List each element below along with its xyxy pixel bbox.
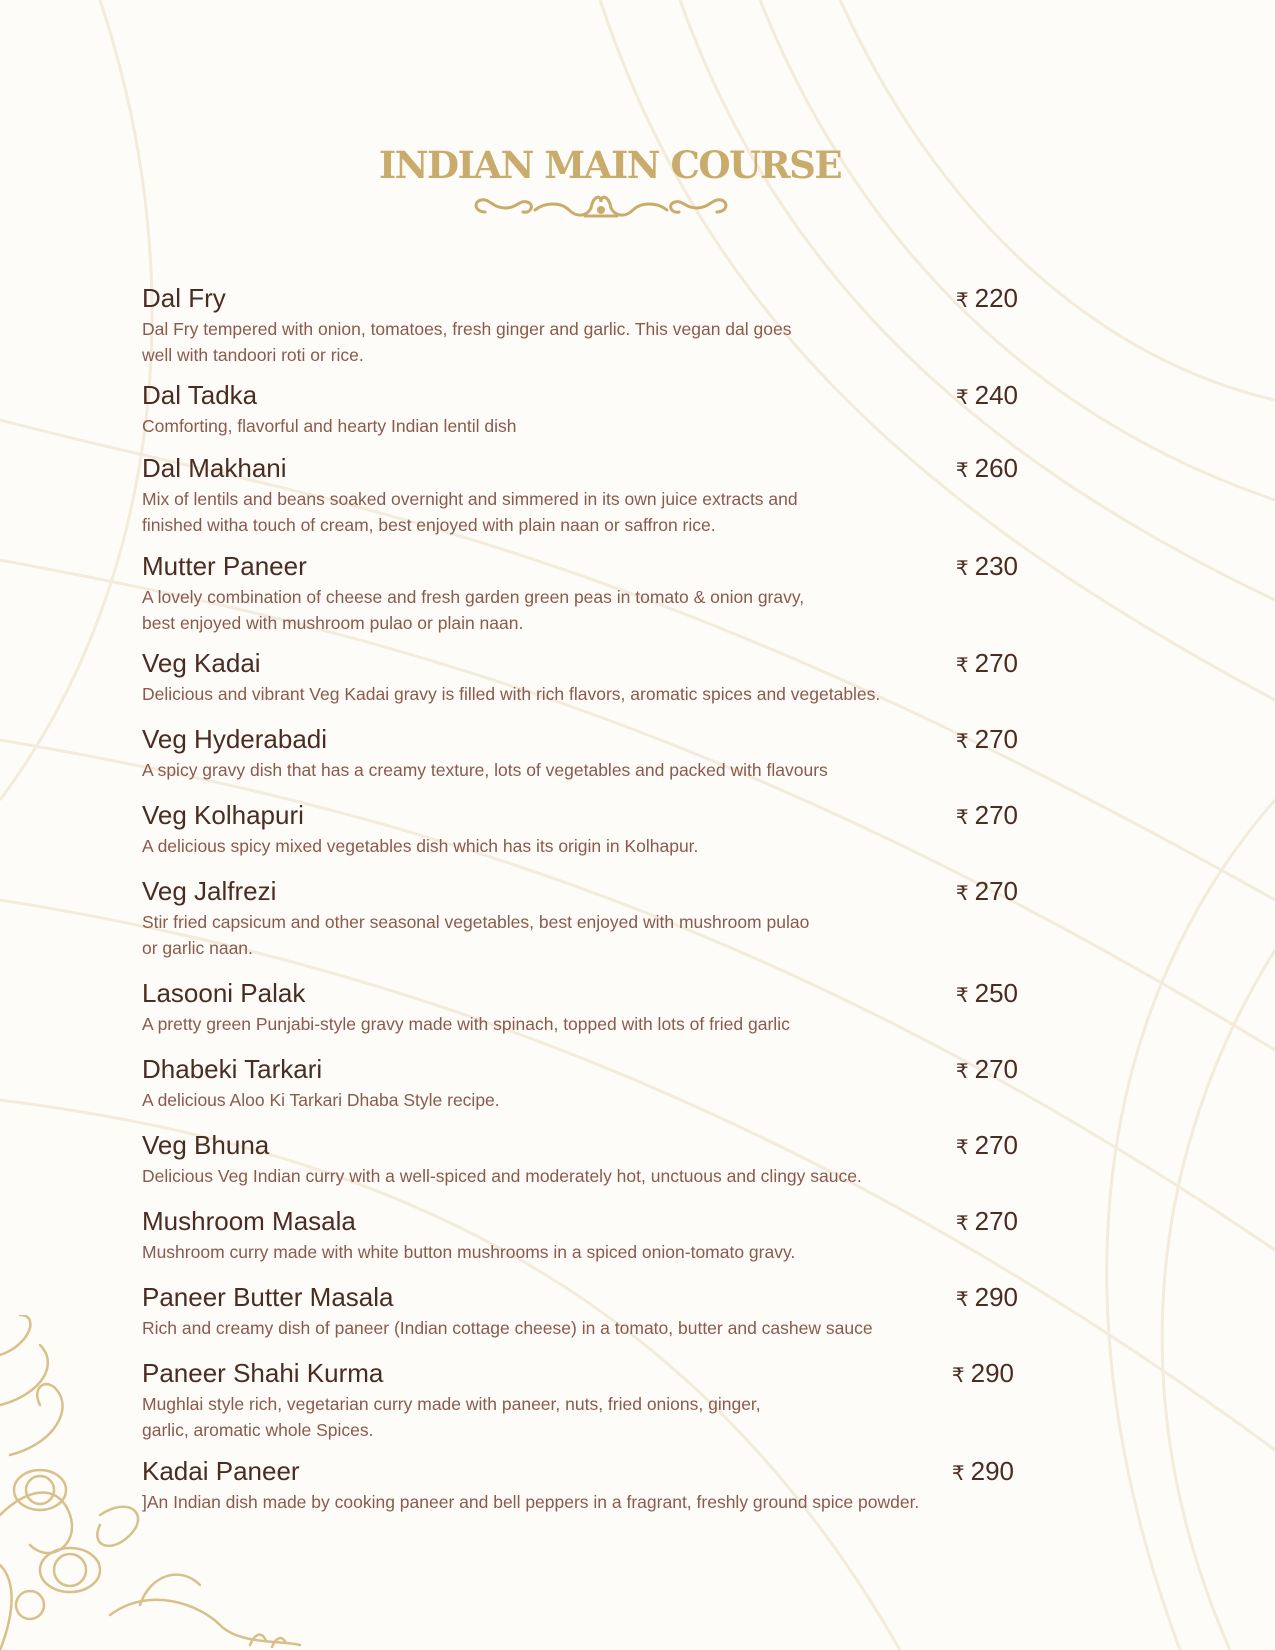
menu-item — [142, 1127, 1022, 1203]
menu-item — [142, 721, 1022, 797]
item-name: Paneer Shahi Kurma — [142, 1358, 384, 1388]
item-name: Veg Bhuna — [142, 1130, 270, 1160]
item-name: Mushroom Masala — [142, 1206, 356, 1236]
page-title: INDIAN MAIN COURSE — [378, 143, 842, 187]
menu-item — [142, 450, 1022, 548]
menu-item — [142, 280, 1022, 377]
item-description: Mughlai style rich, vegetarian curry made with paneer, nuts, fried onions, ginger, garlic, aromatic whole Spices. — [142, 1394, 761, 1440]
rupee-icon: ₹ — [955, 883, 969, 905]
rupee-icon: ₹ — [955, 1213, 969, 1235]
item-description: Mushroom curry made with white button mushrooms in a spiced onion-tomato gravy. — [142, 1242, 796, 1262]
item-price: ₹ 290 — [951, 1456, 1014, 1486]
rupee-icon: ₹ — [955, 460, 969, 482]
menu-item — [142, 1051, 1022, 1127]
rupee-icon: ₹ — [951, 1365, 965, 1387]
item-price: ₹ 270 — [955, 648, 1018, 678]
item-price: ₹ 240 — [955, 380, 1018, 410]
item-name: Dhabeki Tarkari — [142, 1054, 323, 1084]
item-name: Kadai Paneer — [142, 1456, 300, 1486]
floral-corner-icon — [0, 1315, 320, 1650]
menu-item — [142, 1203, 1022, 1279]
rupee-icon: ₹ — [955, 731, 969, 753]
item-name: Dal Fry — [142, 283, 226, 313]
title-ornament-icon — [465, 190, 737, 226]
item-price: ₹ 270 — [955, 1054, 1018, 1084]
item-description: Rich and creamy dish of paneer (Indian cottage cheese) in a tomato, butter and cashew sauce — [142, 1318, 873, 1338]
rupee-icon: ₹ — [955, 290, 969, 312]
menu-item — [142, 548, 1022, 645]
item-price: ₹ 270 — [955, 1206, 1018, 1236]
item-name: Dal Makhani — [142, 453, 287, 483]
item-description: Dal Fry tempered with onion, tomatoes, fresh ginger and garlic. This vegan dal goes well with tandoori roti or rice. — [142, 319, 792, 365]
rupee-icon: ₹ — [955, 655, 969, 677]
item-price: ₹ 220 — [955, 283, 1018, 313]
rupee-icon: ₹ — [955, 558, 969, 580]
item-price: ₹ 270 — [955, 724, 1018, 754]
menu-item — [142, 377, 1022, 450]
item-price: ₹ 270 — [955, 1130, 1018, 1160]
menu-item — [142, 975, 1022, 1051]
item-name: Dal Tadka — [142, 380, 258, 410]
rupee-icon: ₹ — [955, 1289, 969, 1311]
rupee-icon: ₹ — [951, 1463, 965, 1485]
menu-item — [142, 645, 1022, 721]
item-price: ₹ 270 — [955, 876, 1018, 906]
item-name: Veg Kolhapuri — [142, 800, 304, 830]
item-description: Delicious Veg Indian curry with a well-spiced and moderately hot, unctuous and clingy sauce. — [142, 1166, 862, 1186]
item-description: A delicious spicy mixed vegetables dish which has its origin in Kolhapur. — [142, 836, 699, 856]
item-price: ₹ 290 — [955, 1282, 1018, 1312]
item-description: Stir fried capsicum and other seasonal vegetables, best enjoyed with mushroom pulao or garlic naan. — [142, 912, 810, 958]
item-name: Veg Jalfrezi — [142, 876, 277, 906]
item-description: A delicious Aloo Ki Tarkari Dhaba Style recipe. — [142, 1090, 500, 1110]
rupee-icon: ₹ — [955, 985, 969, 1007]
rupee-icon: ₹ — [955, 1137, 969, 1159]
item-description: Mix of lentils and beans soaked overnight and simmered in its own juice extracts and finished witha touch of cream, best enjoyed with plain naan or saffron rice. — [142, 489, 798, 535]
item-price: ₹ 260 — [955, 453, 1018, 483]
menu-item — [142, 873, 1022, 975]
menu-item — [142, 797, 1022, 873]
rupee-icon: ₹ — [955, 387, 969, 409]
item-name: Veg Kadai — [142, 648, 261, 678]
item-name: Paneer Butter Masala — [142, 1282, 394, 1312]
item-price: ₹ 250 — [955, 978, 1018, 1008]
rupee-icon: ₹ — [955, 807, 969, 829]
item-name: Mutter Paneer — [142, 551, 307, 581]
item-description: A lovely combination of cheese and fresh garden green peas in tomato & onion gravy, best enjoyed with mushroom pulao or plain naan. — [142, 587, 805, 633]
item-name: Lasooni Palak — [142, 978, 306, 1008]
item-price: ₹ 270 — [955, 800, 1018, 830]
item-price: ₹ 290 — [951, 1358, 1014, 1388]
rupee-icon: ₹ — [955, 1061, 969, 1083]
item-description: A spicy gravy dish that has a creamy texture, lots of vegetables and packed with flavours — [142, 760, 828, 780]
item-description: Delicious and vibrant Veg Kadai gravy is filled with rich flavors, aromatic spices and vegetables. — [142, 684, 881, 704]
item-description: ]An Indian dish made by cooking paneer and bell peppers in a fragrant, freshly ground spice powder. — [142, 1492, 920, 1512]
item-description: Comforting, flavorful and hearty Indian lentil dish — [142, 416, 517, 436]
item-name: Veg Hyderabadi — [142, 724, 328, 754]
item-description: A pretty green Punjabi-style gravy made with spinach, topped with lots of fried garlic — [142, 1014, 790, 1034]
item-price: ₹ 230 — [955, 551, 1018, 581]
